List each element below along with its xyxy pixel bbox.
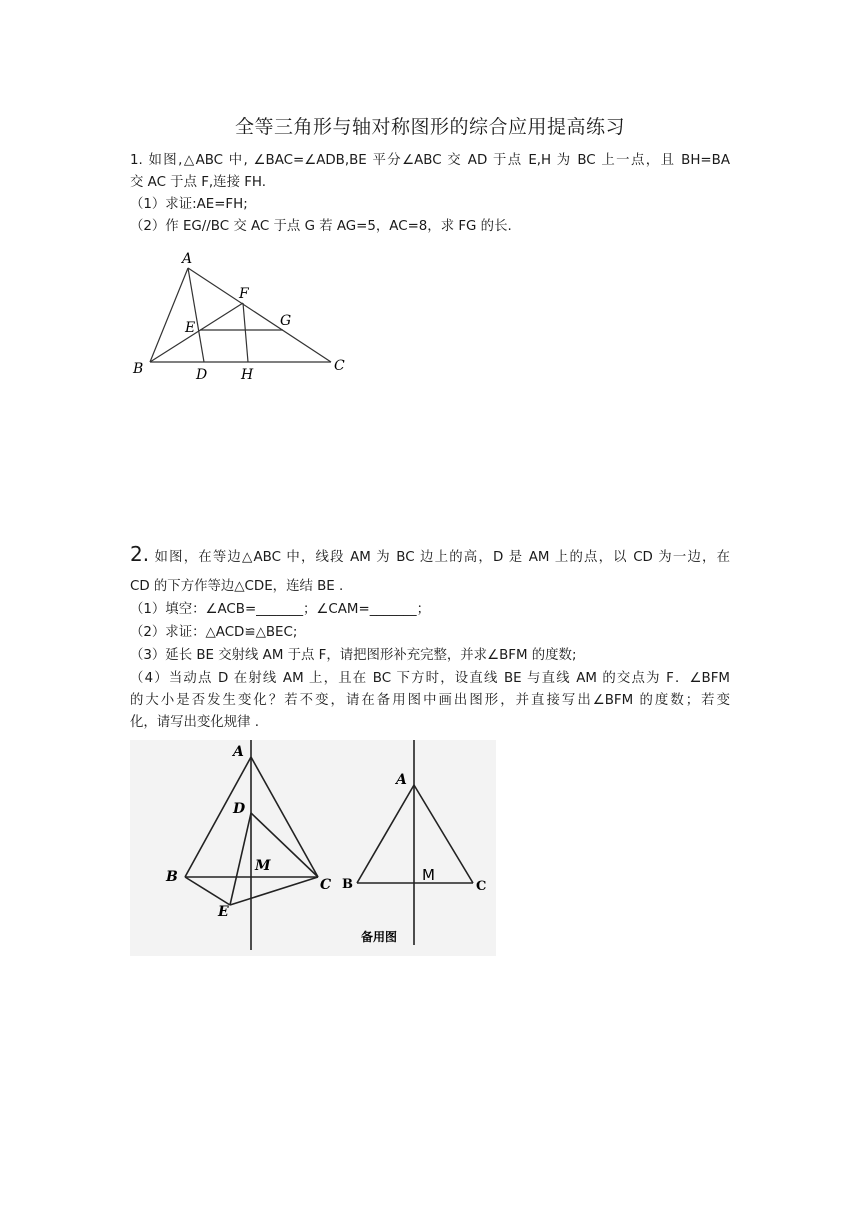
q2-spare-label-C: C — [476, 879, 487, 894]
q2-label-C: C — [320, 877, 332, 893]
q1-label-H: H — [241, 367, 254, 383]
q2-label-B: B — [166, 869, 178, 885]
q1-label-E: E — [185, 320, 196, 336]
q2-label-D: D — [233, 801, 246, 817]
q2-line2: CD 的下方作等边△CDE，连结 BE . — [130, 579, 344, 594]
q2-spare-label-A: A — [396, 772, 407, 788]
q1-label-A: A — [182, 251, 193, 267]
q1-part2: （2）作 EG//BC 交 AC 于点 G 若 AG=5，AC=8，求 FG 的长. — [130, 219, 512, 234]
q1-part1: （1）求证:AE=FH; — [130, 197, 248, 212]
q2-part2: （2）求证：△ACD≌△BEC; — [130, 625, 298, 640]
q1-label-B: B — [133, 361, 144, 377]
q2-part4c: 化，请写出变化规律 . — [130, 715, 260, 730]
q2-line1-text: 如图，在等边△ABC 中，线段 AM 为 BC 边上的高，D 是 AM 上的点，以 CD 为一边，在 — [149, 550, 730, 565]
q2-label-M: M — [255, 858, 271, 874]
q1-label-C: C — [334, 358, 345, 374]
q2-spare-label-M: M — [422, 866, 435, 884]
q2-spare-caption: 备用图 — [361, 930, 398, 944]
q1-figure — [128, 248, 358, 386]
q2-label-A: A — [233, 744, 244, 760]
q1-line1: 1. 如图,△ABC 中, ∠BAC=∠ADB,BE 平分∠ABC 交 AD 于点 E,H 为 BC 上一点，且 BH=BA — [130, 153, 730, 168]
q2-part3: （3）延长 BE 交射线 AM 于点 F，请把图形补充完整，并求∠BFM 的度数; — [130, 648, 577, 663]
q2-line1 — [130, 543, 730, 569]
q2-label-E: E — [218, 904, 229, 920]
q2-part1: （1）填空：∠ACB=_______；∠CAM=_______； — [130, 602, 430, 617]
q2-part4a: （4）当动点 D 在射线 AM 上，且在 BC 下方时，设直线 BE 与直线 AM 的交点为 F．∠BFM — [130, 671, 730, 686]
q2-spare-label-B: B — [342, 877, 353, 892]
q1-label-F: F — [239, 286, 249, 302]
page-title: 全等三角形与轴对称图形的综合应用提高练习 — [234, 116, 625, 138]
q1-label-D: D — [196, 367, 208, 383]
q2-number: 2. — [130, 542, 150, 566]
q1-label-G: G — [280, 313, 292, 329]
q2-part4b: 的大小是否发生变化？若不变，请在备用图中画出图形，并直接写出∠BFM 的度数；若变 — [130, 693, 730, 708]
q1-line2: 交 AC 于点 F,连接 FH. — [130, 175, 267, 190]
q2-figure — [130, 740, 496, 956]
